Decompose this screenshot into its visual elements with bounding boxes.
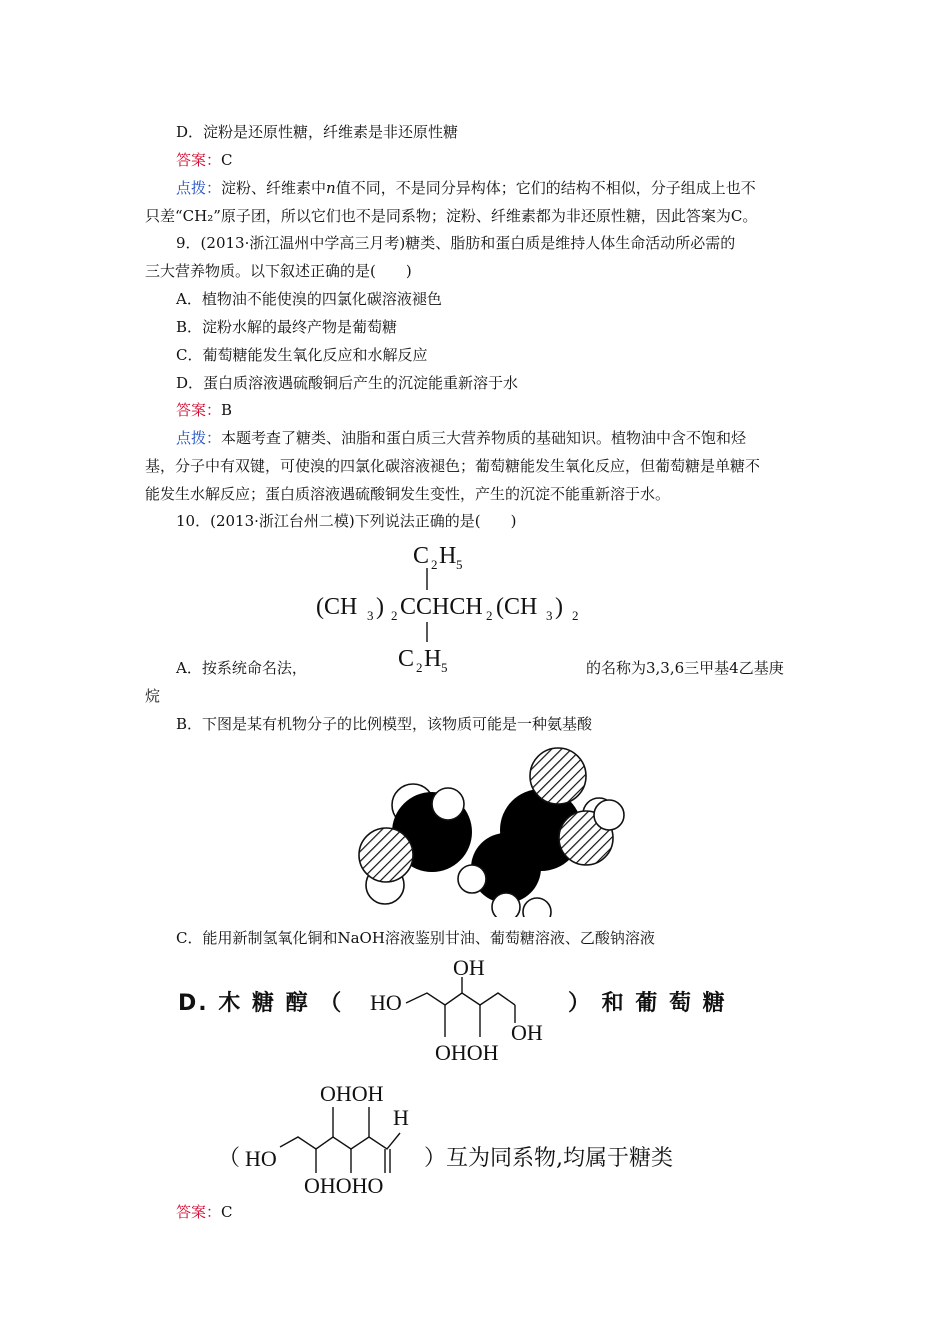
answer-value: C — [221, 151, 233, 169]
answer-label: 答案： — [176, 151, 222, 169]
answer-value: B — [221, 401, 233, 419]
formula-sub: 3 — [367, 608, 374, 623]
formula-bottom-sub: 5 — [441, 660, 448, 675]
xylitol-ho-left: HO — [370, 990, 402, 1015]
xylitol-ohoh-bottom: OHOH — [435, 1040, 499, 1065]
formula-main: (CH — [316, 594, 358, 620]
hint-text: 本题考查了糖类、油脂和蛋白质三大营养物质的基础知识。植物油中含不饱和烃 — [221, 429, 747, 447]
q10-option-b: B．下图是某有机物分子的比例模型，该物质可能是一种氨基酸 — [176, 715, 593, 733]
glucose-aldehyde-h: H — [393, 1105, 409, 1130]
formula-top-sub: 2 — [431, 557, 438, 572]
formula-sub: 3 — [546, 608, 553, 623]
formula-bottom-h: H — [424, 646, 442, 672]
formula-sub: 2 — [486, 608, 493, 623]
formula-sub: 2 — [572, 608, 579, 623]
xylitol-structure — [365, 955, 565, 1070]
q8-answer — [176, 150, 233, 170]
q10-option-a-suffix: 的名称为3,3,6三甲基4乙基庚 — [586, 659, 784, 677]
formula-top-sub: 5 — [456, 557, 463, 572]
q9-answer — [176, 400, 232, 420]
oxygen-atom — [530, 748, 586, 804]
q9-stem-line-1: 9．(2013·浙江温州中学高三月考)糖类、脂肪和蛋白质是维持人体生命活动所必需的 — [176, 234, 736, 252]
formula-main: ) — [376, 594, 384, 620]
q10-structural-formula — [300, 536, 600, 676]
q10-option-a-wrap: 烷 — [145, 687, 161, 705]
hydrogen-atom — [492, 893, 520, 917]
q8-hint-line-2: 只差“CH₂”原子团，所以它们也不是同系物；淀粉、纤维素都为非还原性糖，因此答案为C。 — [145, 207, 758, 225]
q9-hint-line-1 — [176, 428, 746, 448]
formula-bottom-sub: 2 — [416, 660, 423, 675]
molecule-space-filling-model — [350, 742, 640, 917]
q10-option-d-label: D. 木 糖 醇 （ — [178, 991, 344, 1016]
q9-option-d: D．蛋白质溶液遇硫酸铜后产生的沉淀能重新溶于水 — [176, 374, 519, 392]
xylitol-oh-right: OH — [511, 1020, 543, 1045]
answer-label: 答案： — [176, 1203, 222, 1221]
formula-bottom-c: C — [398, 646, 415, 672]
hint-variable: n — [326, 179, 336, 197]
q8-option-d: D．淀粉是还原性糖，纤维素是非还原性糖 — [176, 123, 459, 141]
glucose-chain — [280, 1133, 400, 1149]
q10-answer — [176, 1202, 233, 1222]
q9-option-a: A．植物油不能使溴的四氯化碳溶液褪色 — [176, 290, 442, 308]
xylitol-oh-top: OH — [453, 955, 485, 980]
formula-sub: 2 — [391, 608, 398, 623]
hydrogen-atom — [523, 898, 551, 917]
q9-hint-line-3: 能发生水解反应；蛋白质溶液遇硫酸铜发生变性，产生的沉淀不能重新溶于水。 — [145, 485, 671, 503]
formula-top-h: H — [439, 543, 457, 569]
formula-main: (CH — [496, 594, 538, 620]
xylitol-chain — [406, 993, 515, 1005]
q10-option-c: C．能用新制氢氧化铜和NaOH溶液鉴别甘油、葡萄糖溶液、乙酸钠溶液 — [176, 929, 655, 947]
q9-stem-line-2: 三大营养物质。以下叙述正确的是( ) — [145, 262, 412, 280]
hydrogen-atom — [458, 865, 486, 893]
q10-option-d-mid: ） 和 葡 萄 糖 — [568, 991, 727, 1016]
q9-hint-line-2: 基，分子中有双键，可使溴的四氯化碳溶液褪色；葡萄糖能发生氧化反应，但葡萄糖是单糖不 — [145, 457, 761, 475]
q10-stem: 10．(2013·浙江台州二模)下列说法正确的是( ) — [176, 512, 517, 530]
hint-text: 淀粉、纤维素中 — [221, 179, 327, 197]
hydrogen-atom — [432, 788, 464, 820]
answer-label: 答案： — [176, 401, 222, 419]
hint-text: 值不同，不是同分异构体；它们的结构不相似，分子组成上也不 — [335, 179, 756, 197]
q9-option-b: B．淀粉水解的最终产物是葡萄糖 — [176, 318, 398, 336]
hint-label: 点拨： — [176, 429, 222, 447]
glucose-open-paren: （ — [218, 1146, 241, 1171]
glucose-ohoh-top: OHOH — [320, 1081, 384, 1106]
glucose-ho-left: HO — [245, 1146, 277, 1171]
q8-hint-line-1 — [176, 178, 756, 198]
q9-option-c: C．葡萄糖能发生氧化反应和水解反应 — [176, 346, 428, 364]
answer-value: C — [221, 1203, 233, 1221]
q10-option-d-end: ）互为同系物,均属于糖类 — [424, 1146, 673, 1171]
oxygen-atom — [359, 828, 413, 882]
formula-top-c: C — [413, 543, 430, 569]
q10-option-a-prefix: A．按系统命名法， — [176, 659, 307, 677]
hint-label: 点拨： — [176, 179, 222, 197]
formula-main: CCHCH — [400, 594, 483, 620]
glucose-structure — [240, 1075, 430, 1200]
glucose-bottom: OHOHO — [304, 1173, 384, 1198]
hydrogen-atom — [594, 800, 624, 830]
formula-main: ) — [555, 594, 563, 620]
